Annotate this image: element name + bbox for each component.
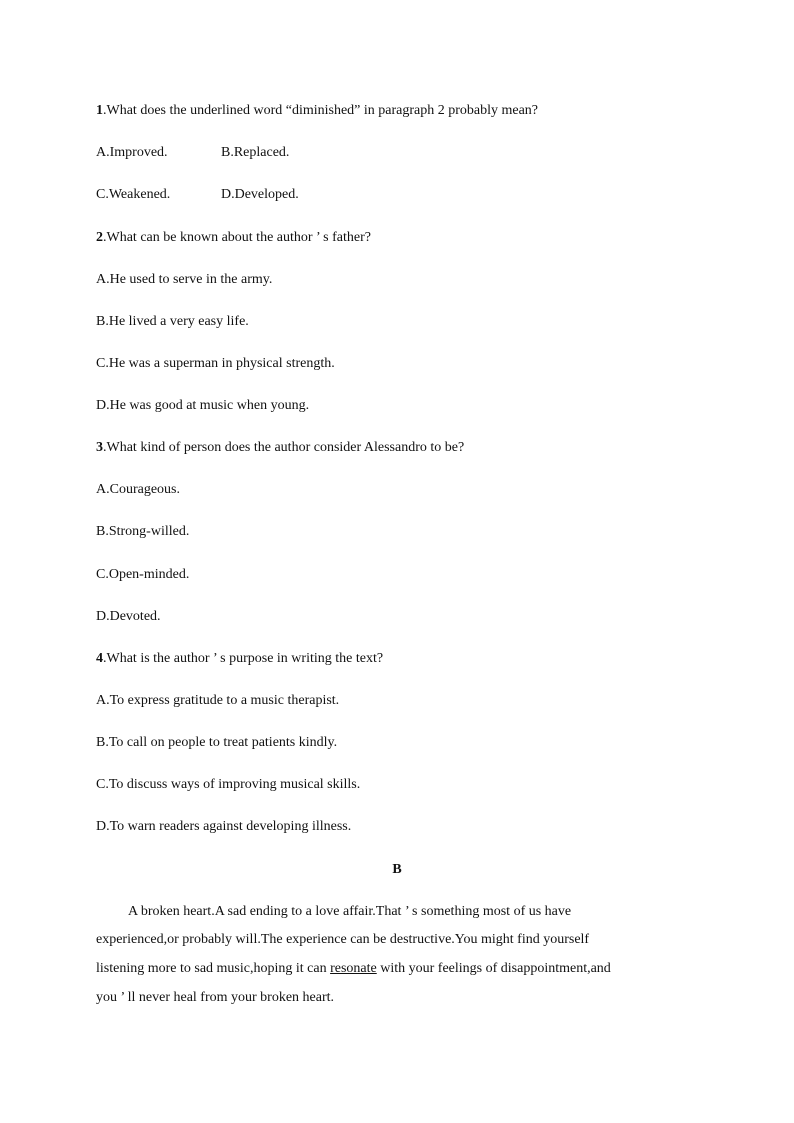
option-b: B.Replaced. bbox=[221, 145, 290, 160]
question-text: .What does the underlined word “diminished” in paragraph 2 probably mean? bbox=[103, 103, 539, 118]
option-c: C.To discuss ways of improving musical skills. bbox=[96, 777, 361, 792]
option-b: B.Strong-willed. bbox=[96, 524, 190, 539]
option-b: B.He lived a very easy life. bbox=[96, 314, 249, 329]
paragraph-text: listening more to sad music,hoping it can bbox=[96, 961, 331, 976]
paragraph-line: you ’ ll never heal from your broken heart. bbox=[96, 990, 335, 1005]
option-d: D.Devoted. bbox=[96, 609, 161, 624]
option-d: D.He was good at music when young. bbox=[96, 398, 310, 413]
question-text: .What can be known about the author ’ s father? bbox=[103, 230, 371, 245]
question-2 bbox=[96, 229, 371, 247]
option-a: A.Improved. bbox=[96, 145, 168, 160]
question-4 bbox=[96, 650, 383, 668]
option-b: B.To call on people to treat patients kindly. bbox=[96, 735, 338, 750]
section-title: B bbox=[392, 862, 402, 877]
question-1 bbox=[96, 102, 538, 120]
underlined-word: resonate bbox=[330, 961, 377, 976]
question-number: 1 bbox=[96, 103, 103, 118]
option-a: A.Courageous. bbox=[96, 482, 180, 497]
paragraph-line bbox=[96, 960, 611, 978]
question-number: 4 bbox=[96, 651, 103, 666]
question-text: .What is the author ’ s purpose in writing the text? bbox=[103, 651, 384, 666]
question-number: 2 bbox=[96, 230, 103, 245]
option-d: D.Developed. bbox=[221, 187, 299, 202]
option-a: A.He used to serve in the army. bbox=[96, 272, 273, 287]
paragraph-line: A broken heart.A sad ending to a love affair.That ’ s something most of us have bbox=[128, 904, 572, 919]
question-text: .What kind of person does the author consider Alessandro to be? bbox=[103, 440, 465, 455]
paragraph-text: with your feelings of disappointment,and bbox=[376, 961, 611, 976]
option-c: C.He was a superman in physical strength. bbox=[96, 356, 335, 371]
paragraph-line: experienced,or probably will.The experience can be destructive.You might find yourself bbox=[96, 932, 590, 947]
question-number: 3 bbox=[96, 440, 103, 455]
option-c: C.Open-minded. bbox=[96, 567, 190, 582]
option-d: D.To warn readers against developing illness. bbox=[96, 819, 352, 834]
option-a: A.To express gratitude to a music therapist. bbox=[96, 693, 340, 708]
question-3 bbox=[96, 439, 464, 457]
option-c: C.Weakened. bbox=[96, 187, 171, 202]
